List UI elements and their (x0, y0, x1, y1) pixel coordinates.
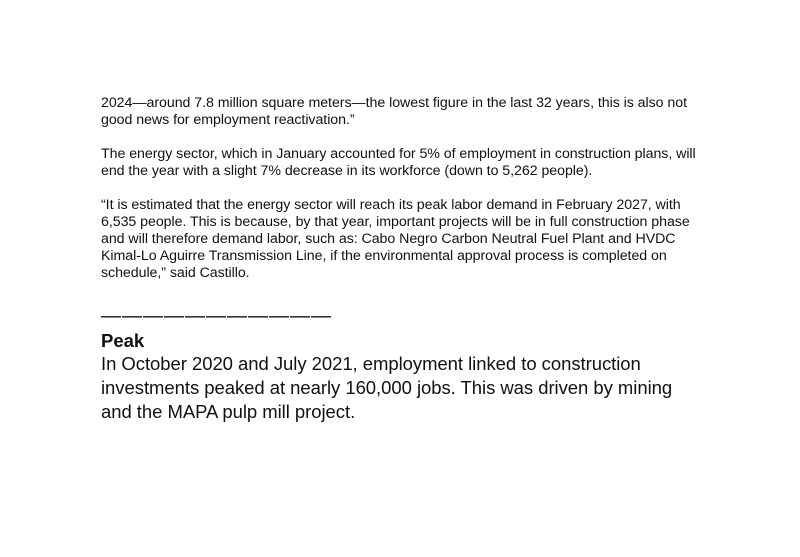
article (101, 95, 701, 424)
callout-title: Peak (101, 330, 145, 351)
article-paragraph: 2024—around 7.8 million square meters—the lowest figure in the last 32 years, this is also not good news for employment reactivation.” (101, 95, 687, 128)
callout-box (101, 306, 701, 424)
article-paragraph: The energy sector, which in January accounted for 5% of employment in construction plans, will end the year with a slight 7% decrease in its workforce (down to 5,262 people). (101, 146, 696, 179)
article-paragraph: “It is estimated that the energy sector will reach its peak labor demand in February 2027, with 6,535 people. This is because, by that year, important projects will be in full construction phase and will therefore demand labor, such as: Cabo Negro Carbon Neutral Fuel Plant and HVDC Kimal-Lo Aguirre Transmission Line, if the environmental approval process is completed on schedule,” said Castillo. (101, 197, 690, 281)
callout-divider: ——————————— (101, 305, 332, 327)
callout-body: In October 2020 and July 2021, employment linked to construction investments peaked at nearly 160,000 jobs. This was driven by mining and the MAPA pulp mill project. (101, 353, 673, 422)
